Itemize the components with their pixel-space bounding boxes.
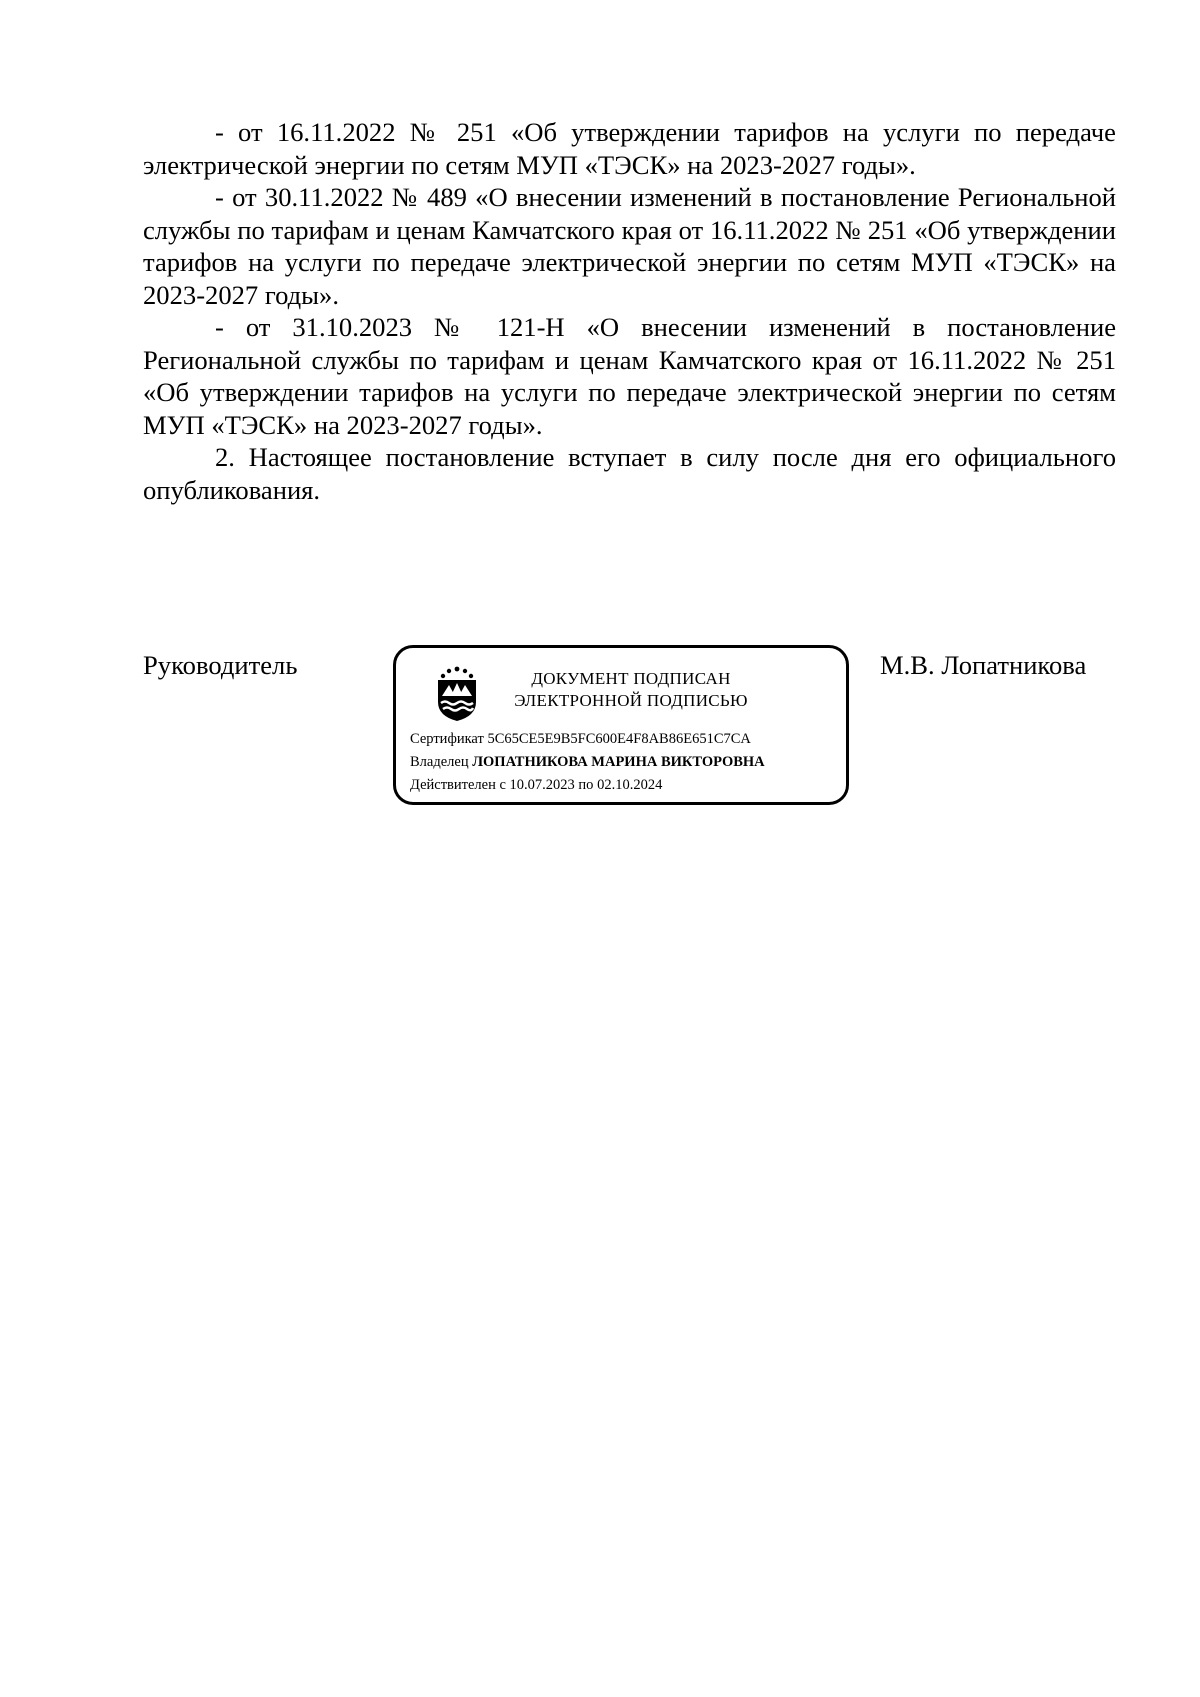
paragraph-amendment-489: - от 30.11.2022 № 489 «О внесении изменений в постановление Региональной службы по тарифам и ценам Камчатского края от 16.11.2022 № 251 «Об утверждении тарифов на услуги по передаче электрической энергии по сетям МУП «ТЭСК» на 2023-2027 годы».: [143, 182, 1116, 310]
valid-label: Действителен: [410, 777, 496, 793]
stamp-details: [410, 728, 840, 797]
paragraph-entry-into-force: 2. Настоящее постановление вступает в силу после дня его официального опубликования.: [143, 442, 1116, 505]
valid-from-date: 10.07.2023: [509, 777, 575, 793]
paragraph-amendment-251: - от 16.11.2022 № 251 «Об утверждении тарифов на услуги по передаче электрической энергии по сетям МУП «ТЭСК» на 2023-2027 годы».: [143, 117, 1116, 180]
stamp-heading: [496, 668, 766, 712]
electronic-signature-stamp: [393, 645, 849, 805]
signer-title: Руководитель: [143, 650, 298, 680]
signer-name: М.В. Лопатникова: [880, 650, 1087, 680]
stamp-validity-row: [410, 774, 840, 797]
stamp-owner-row: [410, 751, 840, 774]
valid-from-label: с: [499, 777, 506, 793]
owner-value: ЛОПАТНИКОВА МАРИНА ВИКТОРОВНА: [472, 754, 765, 770]
paragraph-amendment-121n: - от 31.10.2023 № 121-Н «О внесении изменений в постановление Региональной службы по тарифам и ценам Камчатского края от 16.11.2022 № 251 «Об утверждении тарифов на услуги по передаче электрической энергии по сетям МУП «ТЭСК» на 2023-2027 годы».: [143, 312, 1116, 440]
valid-to-date: 02.10.2024: [597, 777, 663, 793]
certificate-value: 5C65CE5E9B5FC600E4F8AB86E651C7CA: [487, 731, 751, 747]
stamp-certificate-row: [410, 728, 840, 751]
stamp-heading-line1: ДОКУМЕНТ ПОДПИСАН: [531, 669, 731, 688]
owner-label: Владелец: [410, 754, 469, 770]
kamchatka-coat-of-arms-icon: [434, 666, 480, 722]
stamp-heading-line2: ЭЛЕКТРОННОЙ ПОДПИСЬЮ: [514, 691, 748, 710]
document-body: [143, 116, 1116, 506]
valid-to-label: по: [578, 777, 594, 793]
certificate-label: Сертификат: [410, 731, 484, 747]
